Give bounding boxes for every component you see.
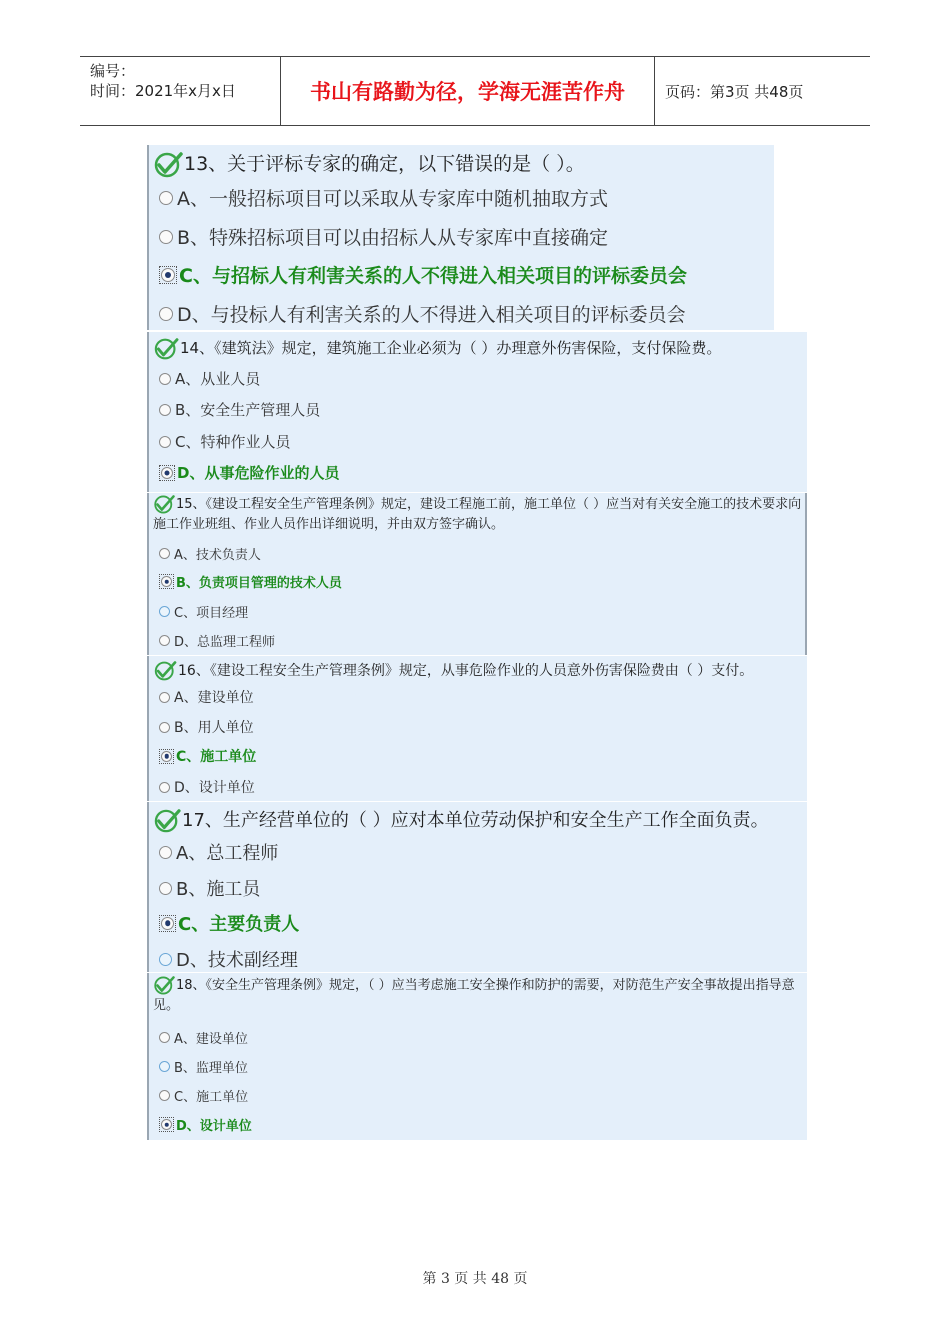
question-17-option-a[interactable]	[159, 839, 278, 865]
option-label: D、总监理工程师	[174, 635, 276, 650]
question-16-stem: 16、《建设工程安全生产管理条例》规定，从事危险作业的人员意外伤害保险费由（ ）支付。	[178, 663, 754, 679]
question-18-text	[153, 976, 803, 1016]
radio-icon[interactable]	[159, 953, 172, 966]
option-label: D、设计单位	[174, 780, 255, 796]
header-motto: 书山有路勤为径，学海无涯苦作舟	[281, 57, 655, 125]
question-17-stem: 17、生产经营单位的（ ）应对本单位劳动保护和安全生产工作全面负责。	[182, 810, 769, 831]
radio-selected-icon[interactable]	[161, 268, 175, 282]
number-label: 编号：	[90, 62, 136, 80]
option-label: C、项目经理	[174, 606, 249, 621]
question-18-option-a[interactable]	[159, 1028, 248, 1047]
radio-icon[interactable]	[159, 373, 171, 385]
option-label: A、一般招标项目可以采取从专家库中随机抽取方式	[177, 188, 608, 210]
radio-selected-icon[interactable]	[161, 917, 174, 930]
page-footer: 第 3 页 共 48 页	[422, 1271, 528, 1287]
radio-icon[interactable]	[159, 1032, 170, 1043]
check-icon	[153, 661, 177, 681]
question-18-option-c[interactable]	[159, 1086, 248, 1105]
question-13-option-d[interactable]	[159, 300, 686, 327]
question-15-stem: 15、《建设工程安全生产管理条例》规定，建设工程施工前，施工单位（ ）应当对有关安全施工的技术要求向施工作业班组、作业人员作出详细说明，并由双方签字确认。	[153, 497, 802, 532]
radio-focus-box	[159, 266, 177, 284]
document-header	[80, 56, 870, 126]
question-14-option-d[interactable]	[159, 462, 339, 483]
question-16-option-d[interactable]	[159, 777, 255, 797]
question-13-stem: 13、关于评标专家的确定，以下错误的是（ ）。	[184, 153, 585, 175]
question-14-panel	[147, 332, 807, 492]
question-15-text	[153, 495, 803, 535]
question-18-option-b[interactable]	[159, 1057, 248, 1076]
question-14-option-c[interactable]	[159, 431, 290, 452]
option-label: A、建设单位	[174, 690, 254, 706]
question-14-stem: 14、《建筑法》规定，建筑施工企业必须为（ ）办理意外伤害保险，支付保险费。	[180, 339, 722, 357]
question-15-option-d[interactable]	[159, 631, 275, 650]
option-label: B、安全生产管理人员	[175, 401, 321, 419]
question-16-panel	[147, 656, 807, 801]
option-label: A、从业人员	[175, 370, 261, 388]
option-label-answer: C、与招标人有利害关系的人不得进入相关项目的评标委员会	[179, 265, 687, 287]
question-17-option-b[interactable]	[159, 875, 260, 901]
question-15-panel	[147, 493, 807, 655]
radio-icon[interactable]	[159, 307, 173, 321]
check-icon	[153, 152, 183, 178]
question-14-text	[153, 337, 803, 360]
question-15-option-c[interactable]	[159, 602, 248, 621]
question-18-option-d[interactable]	[159, 1115, 252, 1134]
question-13-option-b[interactable]	[159, 223, 608, 250]
panel-edge	[147, 145, 149, 330]
option-label: B、用人单位	[174, 720, 254, 736]
panel-edge	[147, 332, 149, 492]
radio-icon[interactable]	[159, 722, 170, 733]
option-label: A、技术负责人	[174, 548, 261, 563]
radio-icon[interactable]	[159, 191, 173, 205]
radio-focus-box	[159, 1117, 174, 1132]
check-icon	[153, 809, 181, 833]
radio-icon[interactable]	[159, 635, 170, 646]
option-label-answer: D、从事危险作业的人员	[177, 464, 340, 482]
radio-focus-box	[159, 749, 174, 764]
panel-edge	[147, 493, 149, 655]
question-16-option-a[interactable]	[159, 687, 254, 707]
option-label: B、监理单位	[174, 1061, 248, 1076]
radio-focus-box	[159, 465, 175, 481]
question-14-option-b[interactable]	[159, 399, 320, 420]
radio-icon[interactable]	[159, 1090, 170, 1101]
question-13-option-c[interactable]	[159, 261, 687, 288]
option-label: B、施工员	[176, 879, 261, 900]
question-14-option-a[interactable]	[159, 368, 260, 389]
radio-selected-icon[interactable]	[161, 1119, 172, 1130]
option-label: D、技术副经理	[176, 950, 298, 971]
radio-icon[interactable]	[159, 692, 170, 703]
option-label-answer: D、设计单位	[176, 1119, 252, 1134]
panel-edge	[147, 973, 149, 1140]
option-label: B、特殊招标项目可以由招标人从专家库中直接确定	[177, 227, 609, 249]
question-16-option-b[interactable]	[159, 717, 254, 737]
radio-icon[interactable]	[159, 846, 172, 859]
question-17-option-c[interactable]	[159, 910, 299, 936]
option-label: A、总工程师	[176, 843, 279, 864]
panel-right-edge	[805, 493, 807, 655]
radio-icon[interactable]	[159, 404, 171, 416]
radio-icon[interactable]	[159, 548, 170, 559]
question-15-option-b[interactable]	[159, 572, 342, 591]
panel-edge	[147, 656, 149, 801]
question-17-text	[153, 806, 803, 833]
radio-selected-icon[interactable]	[161, 751, 172, 762]
option-label: C、特种作业人员	[175, 433, 291, 451]
radio-selected-icon[interactable]	[161, 467, 173, 479]
radio-icon[interactable]	[159, 436, 171, 448]
option-label: C、施工单位	[174, 1090, 249, 1105]
radio-icon[interactable]	[159, 882, 172, 895]
question-16-text	[153, 660, 803, 681]
question-17-option-d[interactable]	[159, 946, 298, 972]
option-label: D、与投标人有利害关系的人不得进入相关项目的评标委员会	[177, 304, 686, 326]
question-13-option-a[interactable]	[159, 184, 608, 211]
question-15-option-a[interactable]	[159, 544, 261, 563]
option-label-answer: C、主要负责人	[178, 914, 300, 935]
radio-icon[interactable]	[159, 230, 173, 244]
question-18-stem: 18、《安全生产管理条例》规定，（ ）应当考虑施工安全操作和防护的需要，对防范生产安全事故提出指导意见。	[153, 978, 795, 1013]
question-16-option-c[interactable]	[159, 746, 256, 766]
radio-focus-box	[159, 574, 174, 589]
option-label-answer: C、施工单位	[176, 749, 257, 765]
radio-icon[interactable]	[159, 1061, 170, 1072]
time-label: 时间：2021年x月x日	[90, 82, 236, 100]
option-label: A、建设单位	[174, 1032, 248, 1047]
radio-icon[interactable]	[159, 782, 170, 793]
check-icon	[153, 976, 175, 995]
header-meta	[80, 57, 281, 125]
header-page-code: 页码：第3页 共48页	[665, 82, 804, 101]
option-label-answer: B、负责项目管理的技术人员	[176, 576, 342, 591]
check-icon	[153, 495, 175, 514]
radio-focus-box	[159, 915, 176, 932]
radio-icon[interactable]	[159, 606, 170, 617]
question-17-panel	[147, 802, 807, 972]
question-13-text	[153, 149, 770, 178]
question-18-panel	[147, 973, 807, 1140]
check-icon	[153, 338, 179, 360]
question-13-panel	[147, 145, 774, 330]
radio-selected-icon[interactable]	[161, 576, 172, 587]
panel-edge	[147, 802, 149, 972]
